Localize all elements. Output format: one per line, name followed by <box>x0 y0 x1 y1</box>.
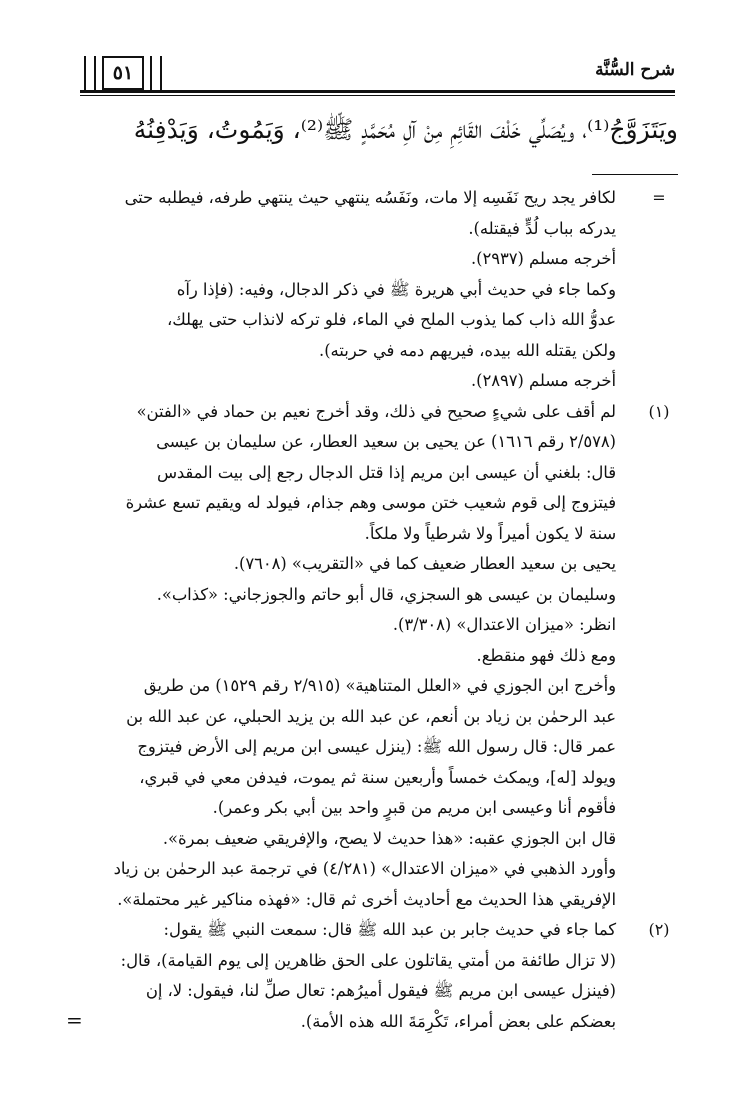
page-header <box>80 54 675 100</box>
footnote-text: سنة لا يكون أميراً ولا شرطياً ولا ملكاً. <box>364 523 616 543</box>
footnote-text: عبد الرحمٰن بن زياد بن أنعم، عن عبد الله بن يزيد الحبلي، عن عبد الله بن <box>126 706 616 726</box>
footnote-text: أخرجه مسلم (٢٨٩٧). <box>470 371 616 390</box>
footnote-text: وأخرج ابن الجوزي في «العلل المتناهية» (٢/٩١٥ رقم ١٥٢٩) من طريق <box>143 676 616 695</box>
footnote-line <box>64 702 682 733</box>
footnote-text: أخرجه مسلم (٢٩٣٧). <box>470 249 616 268</box>
footnote-line <box>64 336 682 367</box>
footnote-line <box>64 793 682 824</box>
footnote-text: ولكن يقتله الله بيده، فيريهم دمه في حربته). <box>319 340 616 360</box>
footnote-line <box>64 275 682 306</box>
footnote-line <box>64 458 682 489</box>
footnote-text: بعضكم على بعض أمراء، تَكْرِمَةَ الله هذه الأمة). <box>300 1011 616 1031</box>
footnote-line <box>64 244 682 275</box>
footnote-text: ومع ذلك فهو منقطع. <box>476 645 616 665</box>
footnote-text: وأورد الذهبي في «ميزان الاعتدال» (٤/٢٨١) في ترجمة عبد الرحمٰن بن زياد <box>113 859 616 878</box>
footnote-text: فأقوم أنا وعيسى ابن مريم من قبرٍ واحد بين أبي بكر وعمر). <box>212 798 616 817</box>
footnote-marker: (٢) <box>648 920 670 939</box>
footnote-text: ويولد [له]، ويمكث خمساً وأربعين سنة ثم يموت، فيدفن معي في قبري، <box>139 767 616 787</box>
footnote-line <box>64 397 682 428</box>
footnote-line <box>64 946 682 977</box>
footnote-line <box>64 763 682 794</box>
footnote-text: (فينزل عيسى ابن مريم ﷺ فيقول أميرُهم: تعال صلِّ لنا، فيقول: لا، إن <box>145 981 616 1000</box>
footnote-text: قال: بلغني أن عيسى ابن مريم إذا قتل الدجال رجع إلى بيت المقدس <box>157 462 616 482</box>
ornament-bars-left <box>84 56 96 92</box>
footnote-separator <box>592 174 678 175</box>
footnote-text: عدوُّ الله ذاب كما يذوب الملح في الماء، فلو تركه لانذاب حتى يهلك، <box>167 310 616 329</box>
footnote-line <box>64 183 682 214</box>
footnote-line <box>64 824 682 855</box>
footnote-line <box>64 214 682 245</box>
footnote-text: (لا تزال طائفة من أمتي يقاتلون على الحق ظاهرين إلى يوم القيامة)، قال: <box>120 950 616 970</box>
footnote-line <box>64 915 682 946</box>
footnote-line <box>64 366 682 397</box>
footnote-line <box>64 305 682 336</box>
footnote-text: كما جاء في حديث جابر بن عبد الله ﷺ قال: سمعت النبي ﷺ يقول: <box>163 920 616 939</box>
footnote-line <box>64 519 682 550</box>
footnote-marker: (١) <box>648 401 670 421</box>
footnote-text: يدركه بباب لُدٍّ فيقتله). <box>468 218 616 238</box>
footnotes <box>64 183 682 1037</box>
footnote-text: انظر: «ميزان الاعتدال» (٣/٣٠٨). <box>392 615 616 634</box>
footnote-text: يحيى بن سعيد العطار ضعيف كما في «التقريب» (٧٦٠٨). <box>233 554 616 573</box>
page-number-frame <box>84 54 162 94</box>
footnote-line <box>64 549 682 580</box>
footnote-line <box>64 976 682 1007</box>
footnote-line <box>64 488 682 519</box>
footnote-text: الإفريقي هذا الحديث مع أحاديث أخرى ثم قال: «فهذه مناكير غير محتملة». <box>117 889 616 909</box>
footnote-line <box>64 854 682 885</box>
footnote-line <box>64 580 682 611</box>
footnote-line <box>64 885 682 916</box>
page-number: ٥١ <box>102 56 144 90</box>
footnote-line <box>64 1007 682 1038</box>
footnote-text: عمر قال: قال رسول الله ﷺ: (ينزل عيسى ابن مريم إلى الأرض فيتزوج <box>137 737 616 756</box>
footnote-text: لكافر يجد ريح نَفَسِه إلا مات، ونَفَسُه ينتهي حيث ينتهي طرفه، فيطلبه حتى <box>124 188 616 207</box>
footnote-text: وكما جاء في حديث أبي هريرة ﷺ في ذكر الدجال، وفيه: (فإذا رآه <box>176 279 616 299</box>
footnote-text: وسليمان بن عيسى هو السجزي، قال أبو حاتم والجوزجاني: «كذاب». <box>156 584 616 604</box>
footnote-line <box>64 427 682 458</box>
header-rule-thick <box>80 90 675 93</box>
main-text: ويَتَزَوَّجُ⁽¹⁾، ويُصَلِّي خَلْفَ القَائِمِ مِنْ آلِ مُحَمَّدٍ ﷺ⁽²⁾، وَيَمُوتُ، وَيَدْفِنُهُ <box>133 115 678 144</box>
footnote-text: (٢/٥٧٨ رقم ١٦١٦) عن يحيى بن سعيد العطار، عن سليمان بن عيسى <box>156 432 616 451</box>
footnote-line <box>64 610 682 641</box>
book-title: شرح السُّنَّة <box>595 60 675 80</box>
ornament-bars-right <box>150 56 162 92</box>
footnote-line <box>64 732 682 763</box>
footnote-line <box>64 641 682 672</box>
footnote-marker: = <box>652 188 666 207</box>
header-rule-thin <box>80 95 675 96</box>
footnote-text: لم أقف على شيءٍ صحيح في ذلك، وقد أخرج نعيم بن حماد في «الفتن» <box>136 401 616 421</box>
continuation-marker-end: = <box>66 1008 83 1032</box>
footnote-text: قال ابن الجوزي عقبه: «هذا حديث لا يصح، والإفريقي ضعيف بمرة». <box>162 828 616 848</box>
footnote-text: فيتزوج إلى قوم شعيب ختن موسى وهم جذام، فيولد له ويقيم تسع عشرة <box>125 493 616 512</box>
footnote-line <box>64 671 682 702</box>
